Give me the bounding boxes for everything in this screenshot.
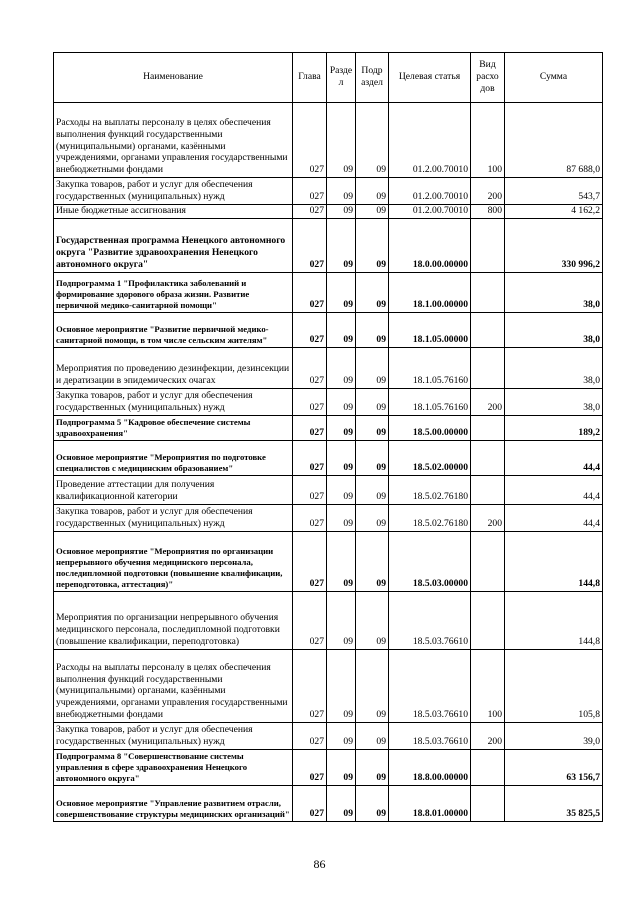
table-row	[54, 475, 603, 504]
table-row	[54, 504, 603, 531]
row-expense-type: 200	[471, 388, 505, 415]
row-section: 09	[327, 475, 356, 504]
row-section: 09	[327, 504, 356, 531]
row-target: 18.1.05.00000	[389, 312, 471, 347]
row-name: Основное мероприятие "Мероприятия по организации непрерывного обучения медицинского персонала, последипломной подготовки (повышение квалификации, переподготовка, аттестация)"	[54, 531, 293, 591]
row-section: 09	[327, 347, 356, 388]
row-name: Закупка товаров, работ и услуг для обеспечения государственных (муниципальных) нужд	[54, 504, 293, 531]
row-expense-type	[471, 591, 505, 649]
row-section: 09	[327, 312, 356, 347]
table-row	[54, 649, 603, 722]
row-chapter: 027	[293, 591, 327, 649]
row-expense-type	[471, 218, 505, 272]
row-subsection: 09	[356, 347, 389, 388]
row-amount: 35 825,5	[505, 785, 603, 821]
row-chapter: 027	[293, 475, 327, 504]
row-expense-type	[471, 440, 505, 475]
row-amount: 87 688,0	[505, 103, 603, 178]
row-section: 09	[327, 415, 356, 440]
header-section: Разде л	[327, 53, 356, 103]
row-section: 09	[327, 103, 356, 178]
table-header	[54, 53, 603, 103]
row-name: Закупка товаров, работ и услуг для обеспечения государственных (муниципальных) нужд	[54, 178, 293, 205]
row-name: Закупка товаров, работ и услуг для обеспечения государственных (муниципальных) нужд	[54, 388, 293, 415]
row-amount: 44,4	[505, 475, 603, 504]
row-amount: 144,8	[505, 591, 603, 649]
row-expense-type	[471, 272, 505, 312]
row-amount: 330 996,2	[505, 218, 603, 272]
row-amount: 44,4	[505, 440, 603, 475]
row-subsection: 09	[356, 103, 389, 178]
row-subsection: 09	[356, 531, 389, 591]
row-chapter: 027	[293, 415, 327, 440]
row-chapter: 027	[293, 504, 327, 531]
row-section: 09	[327, 178, 356, 205]
row-section: 09	[327, 272, 356, 312]
row-expense-type: 100	[471, 103, 505, 178]
row-name: Проведение аттестации для получения квалификационной категории	[54, 475, 293, 504]
row-name: Расходы на выплаты персоналу в целях обеспечения выполнения функций государственными (муниципальными) органами, казёнными учреждениями, органами управления государственными внебюджетными фондами	[54, 103, 293, 178]
table-row	[54, 205, 603, 219]
row-target: 18.5.02.76180	[389, 504, 471, 531]
row-section: 09	[327, 218, 356, 272]
row-expense-type	[471, 531, 505, 591]
row-amount: 4 162,2	[505, 205, 603, 219]
row-target: 01.2.00.70010	[389, 103, 471, 178]
row-name: Основное мероприятие "Развитие первичной медико-санитарной помощи, в том числе сельским жителям"	[54, 312, 293, 347]
table-row	[54, 312, 603, 347]
table-row	[54, 347, 603, 388]
table-row	[54, 103, 603, 178]
row-name: Подпрограмма 5 "Кадровое обеспечение системы здравоохранения"	[54, 415, 293, 440]
row-section: 09	[327, 785, 356, 821]
row-expense-type: 200	[471, 504, 505, 531]
row-amount: 38,0	[505, 347, 603, 388]
row-section: 09	[327, 531, 356, 591]
row-target: 18.5.02.76180	[389, 475, 471, 504]
row-subsection: 09	[356, 178, 389, 205]
row-subsection: 09	[356, 475, 389, 504]
row-amount: 44,4	[505, 504, 603, 531]
row-target: 01.2.00.70010	[389, 178, 471, 205]
row-name: Основное мероприятие "Управление развитием отрасли, совершенствование структуры медицинских организаций"	[54, 785, 293, 821]
row-subsection: 09	[356, 785, 389, 821]
row-section: 09	[327, 722, 356, 749]
row-amount: 38,0	[505, 312, 603, 347]
header-amount: Сумма	[505, 53, 603, 103]
row-subsection: 09	[356, 749, 389, 785]
row-expense-type: 100	[471, 649, 505, 722]
row-amount: 39,0	[505, 722, 603, 749]
row-subsection: 09	[356, 312, 389, 347]
row-name: Закупка товаров, работ и услуг для обеспечения государственных (муниципальных) нужд	[54, 722, 293, 749]
row-chapter: 027	[293, 440, 327, 475]
row-subsection: 09	[356, 415, 389, 440]
row-amount: 144,8	[505, 531, 603, 591]
row-chapter: 027	[293, 785, 327, 821]
table-row	[54, 440, 603, 475]
row-target: 18.0.00.00000	[389, 218, 471, 272]
table-row	[54, 531, 603, 591]
row-expense-type	[471, 749, 505, 785]
row-target: 18.1.05.76160	[389, 347, 471, 388]
page-number: 86	[313, 857, 326, 871]
row-subsection: 09	[356, 272, 389, 312]
header-expense-type: Вид расхо дов	[471, 53, 505, 103]
row-expense-type	[471, 347, 505, 388]
row-section: 09	[327, 649, 356, 722]
table-row	[54, 178, 603, 205]
row-target: 18.5.03.76610	[389, 722, 471, 749]
table-row	[54, 415, 603, 440]
row-target: 18.8.01.00000	[389, 785, 471, 821]
table-row	[54, 591, 603, 649]
row-subsection: 09	[356, 205, 389, 219]
row-target: 18.5.03.00000	[389, 531, 471, 591]
row-chapter: 027	[293, 205, 327, 219]
row-section: 09	[327, 591, 356, 649]
header-name: Наименование	[54, 53, 293, 103]
table-row	[54, 388, 603, 415]
row-section: 09	[327, 388, 356, 415]
row-chapter: 027	[293, 347, 327, 388]
row-expense-type: 800	[471, 205, 505, 219]
row-target: 18.5.02.00000	[389, 440, 471, 475]
row-subsection: 09	[356, 649, 389, 722]
table-row	[54, 785, 603, 821]
row-expense-type: 200	[471, 722, 505, 749]
row-name: Мероприятия по организации непрерывного обучения медицинского персонала, последипломной подготовки (повышение квалификации, переподготовка)	[54, 591, 293, 649]
row-subsection: 09	[356, 591, 389, 649]
row-name: Иные бюджетные ассигнования	[54, 205, 293, 219]
row-chapter: 027	[293, 312, 327, 347]
row-target: 01.2.00.70010	[389, 205, 471, 219]
row-section: 09	[327, 440, 356, 475]
row-name: Государственная программа Ненецкого автономного округа "Развитие здравоохранения Ненецкого автономного округа"	[54, 218, 293, 272]
row-subsection: 09	[356, 388, 389, 415]
row-expense-type	[471, 312, 505, 347]
row-amount: 189,2	[505, 415, 603, 440]
row-target: 18.5.03.76610	[389, 591, 471, 649]
row-expense-type: 200	[471, 178, 505, 205]
row-subsection: 09	[356, 440, 389, 475]
row-name: Подпрограмма 8 "Совершенствование системы управления в сфере здравоохранения Ненецкого автономного округа"	[54, 749, 293, 785]
row-chapter: 027	[293, 388, 327, 415]
row-chapter: 027	[293, 178, 327, 205]
row-subsection: 09	[356, 504, 389, 531]
row-amount: 38,0	[505, 388, 603, 415]
row-chapter: 027	[293, 531, 327, 591]
row-chapter: 027	[293, 749, 327, 785]
header-target: Целевая статья	[389, 53, 471, 103]
row-target: 18.5.00.00000	[389, 415, 471, 440]
row-amount: 38,0	[505, 272, 603, 312]
row-section: 09	[327, 205, 356, 219]
row-name: Основное мероприятие "Мероприятия по подготовке специалистов с медицинским образованием"	[54, 440, 293, 475]
budget-table	[53, 52, 603, 822]
row-name: Мероприятия по проведению дезинфекции, дезинсекции и дератизации в эпидемических очагах	[54, 347, 293, 388]
table-row	[54, 722, 603, 749]
row-target: 18.1.00.00000	[389, 272, 471, 312]
row-chapter: 027	[293, 649, 327, 722]
row-amount: 105,8	[505, 649, 603, 722]
row-expense-type	[471, 475, 505, 504]
header-chapter: Глава	[293, 53, 327, 103]
row-section: 09	[327, 749, 356, 785]
row-target: 18.8.00.00000	[389, 749, 471, 785]
row-chapter: 027	[293, 103, 327, 178]
row-name: Расходы на выплаты персоналу в целях обеспечения выполнения функций государственными (муниципальными) органами, казёнными учреждениями, органами управления государственными внебюджетными фондами	[54, 649, 293, 722]
row-name: Подпрограмма 1 "Профилактика заболеваний и формирование здорового образа жизни. Развитие первичной медико-санитарной помощи"	[54, 272, 293, 312]
row-chapter: 027	[293, 722, 327, 749]
header-subsection: Подр аздел	[356, 53, 389, 103]
row-expense-type	[471, 785, 505, 821]
row-target: 18.5.03.76610	[389, 649, 471, 722]
row-amount: 63 156,7	[505, 749, 603, 785]
row-amount: 543,7	[505, 178, 603, 205]
row-chapter: 027	[293, 272, 327, 312]
row-chapter: 027	[293, 218, 327, 272]
table-row	[54, 218, 603, 272]
row-subsection: 09	[356, 218, 389, 272]
row-subsection: 09	[356, 722, 389, 749]
table-row	[54, 749, 603, 785]
row-expense-type	[471, 415, 505, 440]
row-target: 18.1.05.76160	[389, 388, 471, 415]
table-row	[54, 272, 603, 312]
